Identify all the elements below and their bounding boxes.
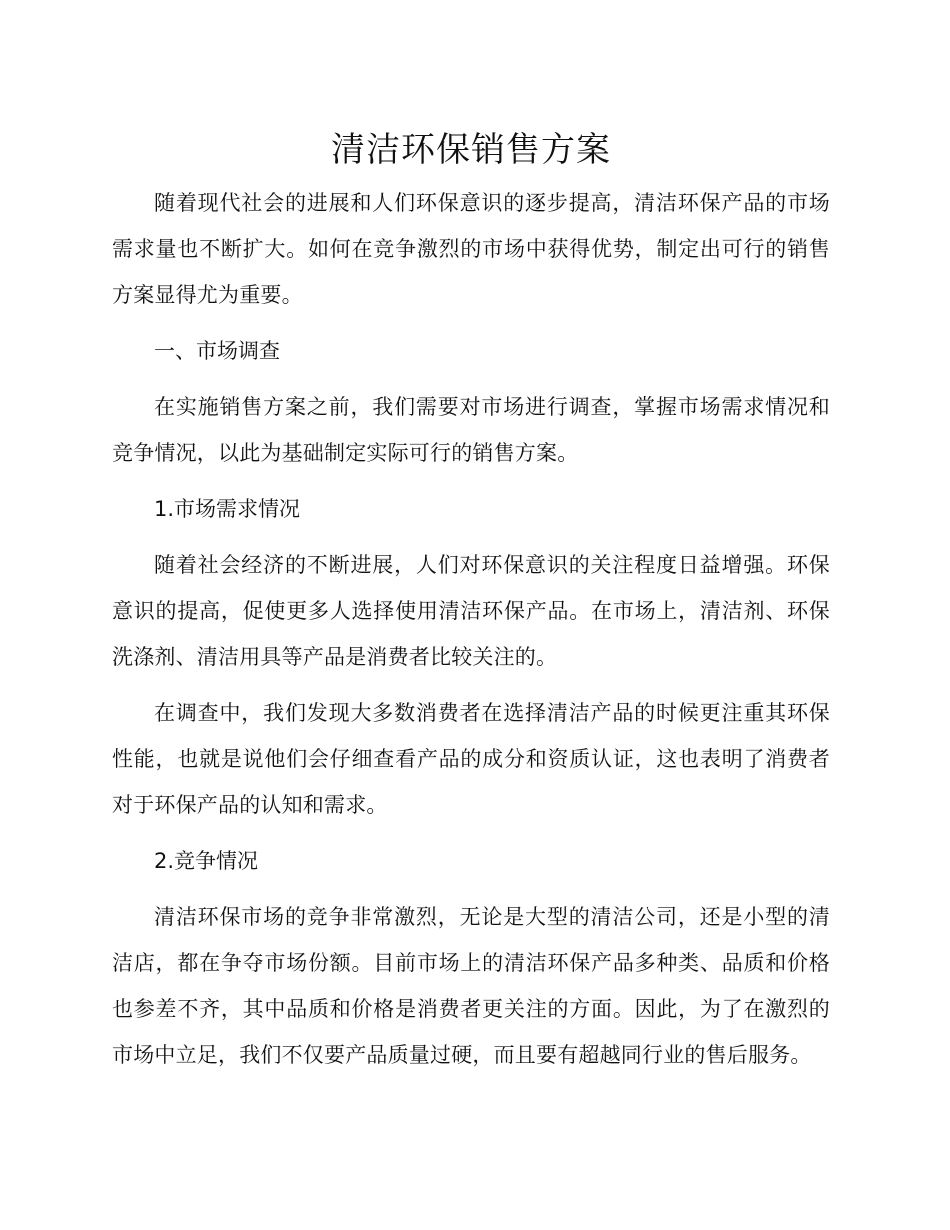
spacer (112, 680, 830, 690)
spacer (112, 318, 830, 328)
demand-paragraph-1: 随着社会经济的不断进展，人们对环保意识的关注程度日益增强。环保意识的提高，促使更多人选择使用清洁环保产品。在市场上，清洁剂、环保洗涤剂、清洁用具等产品是消费者比较关注的。 (112, 553, 830, 669)
subheading-competition: 2.竞争情况 (154, 849, 259, 873)
demand-paragraph-2: 在调查中，我们发现大多数消费者在选择清洁产品的时候更注重其环保性能，也就是说他们会仔细查看产品的成分和资质认证，这也表明了消费者对于环保产品的认知和需求。 (112, 701, 830, 817)
subheading-market-demand: 1.市场需求情况 (154, 497, 301, 521)
spacer (112, 828, 830, 838)
intro-paragraph: 随着现代社会的进展和人们环保意识的逐步提高，清洁环保产品的市场需求量也不断扩大。如何在竞争激烈的市场中获得优势，制定出可行的销售方案显得尤为重要。 (112, 191, 830, 307)
spacer (112, 884, 830, 894)
spacer (112, 532, 830, 542)
spacer (112, 374, 830, 384)
research-paragraph: 在实施销售方案之前，我们需要对市场进行调查，掌握市场需求情况和竞争情况，以此为基础制定实际可行的销售方案。 (112, 395, 830, 465)
document-page (112, 128, 830, 1078)
spacer (112, 476, 830, 486)
competition-paragraph: 清洁环保市场的竞争非常激烈，无论是大型的清洁公司，还是小型的清洁店，都在争夺市场份额。目前市场上的清洁环保产品多种类、品质和价格也参差不齐，其中品质和价格是消费者更关注的方面。因此，为了在激烈的市场中立足，我们不仅要产品质量过硬，而且要有超越同行业的售后服务。 (112, 905, 830, 1067)
document-title: 清洁环保销售方案 (331, 130, 611, 170)
section-heading-market-research: 一、市场调查 (154, 339, 280, 363)
